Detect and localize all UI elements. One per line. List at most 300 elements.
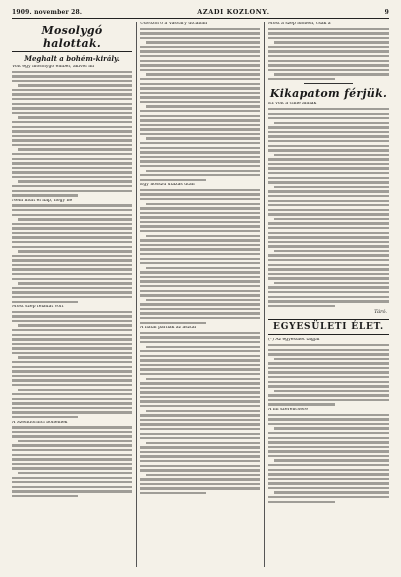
text-line <box>140 433 260 435</box>
text-line <box>268 158 389 160</box>
text-line <box>140 32 260 34</box>
text-line <box>12 121 132 123</box>
text-line <box>140 142 260 144</box>
text-line <box>12 126 132 128</box>
text-line <box>140 451 260 453</box>
text-line <box>268 455 389 457</box>
text-line <box>274 218 389 220</box>
text-line <box>140 271 260 273</box>
text-line <box>146 346 260 348</box>
text-line <box>12 329 132 331</box>
text-line <box>12 167 132 169</box>
text-line <box>140 230 260 232</box>
text-line <box>268 222 389 224</box>
text-line <box>140 391 260 393</box>
text-line <box>12 80 132 82</box>
text-line <box>140 446 260 448</box>
text-line <box>12 486 132 488</box>
page-header <box>12 6 389 18</box>
text-line <box>12 227 132 229</box>
text-line <box>268 264 389 266</box>
text-line <box>140 382 260 384</box>
text-line <box>12 98 132 100</box>
text-line <box>268 117 389 119</box>
text-line <box>274 186 389 188</box>
text-line <box>268 277 389 279</box>
text-line <box>140 405 260 407</box>
text-line <box>12 241 132 243</box>
text-line <box>12 384 132 386</box>
text-line <box>146 203 260 205</box>
text-line <box>12 176 132 178</box>
article-paragraph: A fiatal párnák az asztal <box>140 326 197 331</box>
section-title-mosolygo-halottak: Mosolygó halottak. <box>12 24 132 52</box>
text-line <box>18 218 132 220</box>
text-line <box>12 454 132 456</box>
text-line <box>140 212 260 214</box>
text-line <box>268 344 389 346</box>
text-line <box>274 250 389 252</box>
text-line <box>140 262 260 264</box>
article-paragraph: Egy hosszú utazás után <box>140 183 195 188</box>
text-line <box>140 156 260 158</box>
article-opening: (*) Az egyesület tagjai <box>268 338 320 343</box>
text-line <box>12 375 132 377</box>
text-line <box>268 209 389 211</box>
text-line <box>268 135 389 137</box>
text-line <box>12 130 132 132</box>
text-line <box>268 254 389 256</box>
text-line <box>12 232 132 234</box>
text-line <box>12 112 132 114</box>
text-line <box>12 268 132 270</box>
text-line <box>140 350 260 352</box>
text-line <box>12 158 132 160</box>
column-1 <box>12 22 132 567</box>
header-rule <box>12 18 389 19</box>
article-subtitle: Meghalt a bohém-király. <box>24 54 120 63</box>
text-line <box>268 376 389 378</box>
text-line <box>140 253 260 255</box>
text-line <box>12 194 78 196</box>
text-line <box>268 437 389 439</box>
article-body-lines <box>268 28 389 81</box>
text-line <box>140 64 260 66</box>
article-body-lines <box>140 332 260 495</box>
text-line <box>12 315 132 317</box>
text-line <box>268 46 389 48</box>
text-line <box>12 255 132 257</box>
text-line <box>12 291 132 293</box>
text-line <box>18 250 132 252</box>
text-line <box>140 78 260 80</box>
text-line <box>140 322 206 324</box>
article-opening: Volt egy mosolygó ember, akivel mi <box>12 65 95 69</box>
article-body-lines <box>12 71 132 197</box>
text-line <box>146 235 260 237</box>
text-line <box>268 349 389 351</box>
text-line <box>140 248 260 250</box>
text-line <box>268 446 389 448</box>
text-line <box>140 46 260 48</box>
text-line <box>146 474 260 476</box>
text-line <box>140 189 260 191</box>
text-line <box>12 320 132 322</box>
text-line <box>268 305 335 307</box>
text-line <box>12 264 132 266</box>
text-line <box>140 128 260 130</box>
text-line <box>140 92 260 94</box>
text-line <box>12 458 132 460</box>
text-line <box>12 278 132 280</box>
text-line <box>268 259 389 261</box>
section-title-kikapatom: Kikapatom férjük. <box>269 87 388 101</box>
text-line <box>140 28 260 30</box>
text-line <box>268 371 389 373</box>
text-line <box>268 464 389 466</box>
text-line <box>268 37 389 39</box>
text-line <box>12 246 132 248</box>
text-line <box>12 366 132 368</box>
text-line <box>268 227 389 229</box>
article-paragraph: A mi szerencsére <box>268 408 308 413</box>
text-line <box>140 179 206 181</box>
text-line <box>140 258 260 260</box>
text-line <box>268 167 389 169</box>
text-line <box>12 463 132 465</box>
article-paragraph: Üdvözöl ő a Vasváry utcában <box>140 22 208 26</box>
text-line <box>140 364 260 366</box>
article-body-lines <box>12 311 132 419</box>
article-paragraph: Most szép feladat volt <box>12 305 64 310</box>
text-line <box>12 103 132 105</box>
text-line <box>12 495 78 497</box>
text-line <box>140 373 260 375</box>
article-opening: Ez volt a címe annak <box>268 102 317 107</box>
text-line <box>274 282 389 284</box>
section-divider <box>304 83 352 84</box>
text-line <box>140 465 260 467</box>
text-line <box>268 163 389 165</box>
text-line <box>140 341 260 343</box>
article-paragraph: A Szentlőrinci bohémek <box>12 420 68 425</box>
text-line <box>268 140 389 142</box>
text-line <box>140 174 260 176</box>
text-line <box>268 501 335 503</box>
text-line <box>12 338 132 340</box>
text-line <box>140 387 260 389</box>
text-line <box>140 285 260 287</box>
text-line <box>140 423 260 425</box>
text-line <box>140 193 260 195</box>
text-line <box>12 209 132 211</box>
text-line <box>268 108 389 110</box>
text-line <box>12 334 132 336</box>
text-line <box>268 236 389 238</box>
text-line <box>274 122 389 124</box>
text-line <box>18 389 132 391</box>
text-line <box>140 198 260 200</box>
text-line <box>268 213 389 215</box>
article-body-lines <box>140 189 260 324</box>
article-body-lines <box>268 414 389 503</box>
text-line <box>268 469 389 471</box>
issue-date: 1909. november 28. <box>12 8 83 16</box>
text-line <box>12 361 132 363</box>
text-line <box>268 353 389 355</box>
text-line <box>268 204 389 206</box>
text-line <box>140 455 260 457</box>
column-rule <box>264 22 265 567</box>
text-line <box>268 414 389 416</box>
text-line <box>146 137 260 139</box>
text-line <box>268 403 335 405</box>
text-line <box>12 223 132 225</box>
text-line <box>12 185 132 187</box>
section-heading-egyesuleti-elet: EGYESÜLETI ÉLET. <box>268 319 389 335</box>
text-line <box>140 414 260 416</box>
text-line <box>12 370 132 372</box>
text-line <box>12 273 132 275</box>
text-line <box>12 379 132 381</box>
text-line <box>140 303 260 305</box>
text-line <box>12 467 132 469</box>
text-line <box>268 268 389 270</box>
text-line <box>140 207 260 209</box>
text-line <box>140 492 206 494</box>
text-line <box>140 317 260 319</box>
text-line <box>140 244 260 246</box>
article-body-lines <box>12 426 132 497</box>
text-line <box>268 113 389 115</box>
text-line <box>268 60 389 62</box>
text-line <box>268 496 389 498</box>
text-line <box>140 355 260 357</box>
text-line <box>268 200 389 202</box>
text-line <box>140 478 260 480</box>
text-line <box>140 308 260 310</box>
text-line <box>12 301 78 303</box>
text-line <box>268 28 389 30</box>
text-line <box>18 84 132 86</box>
text-line <box>12 311 132 313</box>
text-line <box>268 418 389 420</box>
text-line <box>268 450 389 452</box>
text-line <box>268 273 389 275</box>
text-line <box>140 96 260 98</box>
text-line <box>274 73 389 75</box>
text-line <box>12 107 132 109</box>
text-line <box>140 101 260 103</box>
text-line <box>268 69 389 71</box>
text-line <box>274 390 389 392</box>
text-line <box>268 195 389 197</box>
text-line <box>268 149 389 151</box>
text-line <box>268 177 389 179</box>
text-line <box>12 93 132 95</box>
text-line <box>12 153 132 155</box>
page-number: 9 <box>384 8 389 16</box>
text-line <box>140 290 260 292</box>
article-paragraph: Most a szép időben, csak a <box>268 22 331 26</box>
text-line <box>268 385 389 387</box>
text-line <box>268 399 389 401</box>
newspaper-title: AZADI KOZLONY. <box>197 8 270 16</box>
text-line <box>12 407 132 409</box>
text-line <box>12 139 132 141</box>
author-signature: Táró. <box>374 309 387 316</box>
text-line <box>140 396 260 398</box>
text-line <box>12 214 132 216</box>
text-line <box>12 398 132 400</box>
text-line <box>140 221 260 223</box>
text-line <box>268 286 389 288</box>
text-line <box>268 64 389 66</box>
text-line <box>268 473 389 475</box>
text-line <box>268 131 389 133</box>
text-line <box>140 428 260 430</box>
text-line <box>146 41 260 43</box>
text-line <box>12 431 132 433</box>
text-line <box>140 55 260 57</box>
text-line <box>146 267 260 269</box>
text-line <box>140 312 260 314</box>
text-line <box>18 324 132 326</box>
text-line <box>140 115 260 117</box>
text-line <box>268 362 389 364</box>
text-line <box>12 144 132 146</box>
text-line <box>12 190 132 192</box>
text-line <box>140 487 260 489</box>
text-line <box>268 181 389 183</box>
text-line <box>268 296 389 298</box>
text-line <box>140 133 260 135</box>
text-line <box>274 358 389 360</box>
text-line <box>268 55 389 57</box>
text-line <box>18 282 132 284</box>
text-line <box>146 170 260 172</box>
text-line <box>268 478 389 480</box>
text-line <box>12 435 132 437</box>
text-line <box>140 37 260 39</box>
article-body-lines <box>268 344 389 406</box>
text-line <box>268 291 389 293</box>
text-line <box>268 245 389 247</box>
text-line <box>12 402 132 404</box>
text-line <box>146 105 260 107</box>
text-line <box>268 232 389 234</box>
text-line <box>12 204 132 206</box>
text-line <box>18 116 132 118</box>
text-line <box>140 87 260 89</box>
text-line <box>268 482 389 484</box>
article-paragraph: Nem múlt el nap, hogy ne <box>12 198 73 203</box>
text-line <box>268 241 389 243</box>
text-line <box>268 487 389 489</box>
text-line <box>140 239 260 241</box>
text-line <box>140 368 260 370</box>
text-line <box>140 50 260 52</box>
text-line <box>268 172 389 174</box>
text-line <box>140 332 260 334</box>
text-line <box>140 469 260 471</box>
text-line <box>140 419 260 421</box>
column-rule <box>136 22 137 567</box>
text-line <box>12 393 132 395</box>
text-line <box>140 69 260 71</box>
text-line <box>12 236 132 238</box>
text-line <box>18 440 132 442</box>
text-line <box>18 180 132 182</box>
text-line <box>140 83 260 85</box>
text-line <box>268 367 389 369</box>
text-line <box>12 75 132 77</box>
text-line <box>274 459 389 461</box>
text-line <box>12 71 132 73</box>
text-line <box>12 411 132 413</box>
text-line <box>268 145 389 147</box>
text-line <box>140 151 260 153</box>
text-line <box>274 491 389 493</box>
text-line <box>146 378 260 380</box>
text-line <box>146 73 260 75</box>
text-line <box>268 441 389 443</box>
text-line <box>12 416 78 418</box>
text-line <box>146 410 260 412</box>
text-line <box>268 300 389 302</box>
article-body-lines <box>12 204 132 303</box>
column-3 <box>268 22 389 567</box>
text-line <box>268 394 389 396</box>
text-line <box>18 472 132 474</box>
article-body-lines <box>268 108 389 307</box>
text-line <box>268 50 389 52</box>
text-line <box>268 78 335 80</box>
text-line <box>12 162 132 164</box>
text-line <box>140 460 260 462</box>
text-line <box>140 437 260 439</box>
text-line <box>268 32 389 34</box>
text-line <box>12 135 132 137</box>
text-line <box>274 154 389 156</box>
text-line <box>18 356 132 358</box>
text-line <box>146 299 260 301</box>
text-line <box>268 190 389 192</box>
text-line <box>140 216 260 218</box>
text-line <box>140 483 260 485</box>
text-line <box>274 41 389 43</box>
text-line <box>140 294 260 296</box>
text-line <box>12 477 132 479</box>
text-line <box>146 442 260 444</box>
text-line <box>140 110 260 112</box>
text-line <box>12 259 132 261</box>
text-line <box>18 148 132 150</box>
text-line <box>12 444 132 446</box>
text-line <box>12 426 132 428</box>
text-line <box>12 171 132 173</box>
text-line <box>268 423 389 425</box>
text-line <box>268 381 389 383</box>
text-line <box>140 124 260 126</box>
text-line <box>140 60 260 62</box>
text-line <box>140 165 260 167</box>
text-line <box>140 147 260 149</box>
text-line <box>12 352 132 354</box>
text-line <box>140 280 260 282</box>
text-line <box>140 400 260 402</box>
text-line <box>140 225 260 227</box>
